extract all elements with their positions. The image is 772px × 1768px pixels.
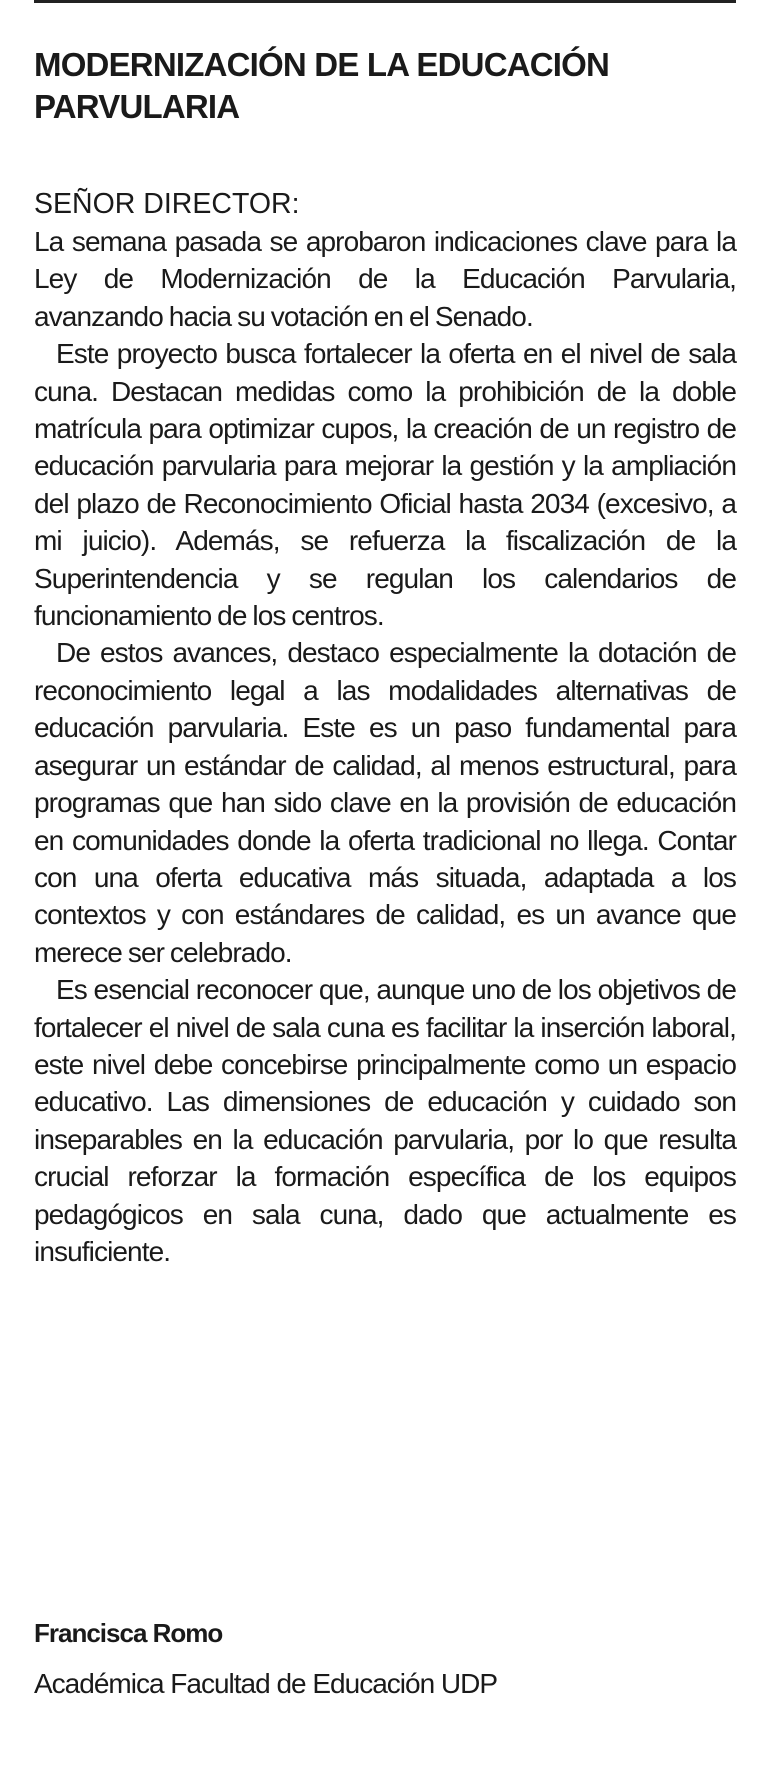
top-rule <box>34 0 736 3</box>
letter-headline: MODERNIZACIÓN DE LA EDUCACIÓN PARVULARIA <box>34 46 610 125</box>
paragraph: La semana pasada se aprobaron indicaciones clave para la Ley de Modernización de la Educación Parvularia, avanzando hacia su votación en el Senado. <box>34 226 736 332</box>
letter-body <box>34 223 736 1270</box>
paragraph: Es esencial reconocer que, aunque uno de los objetivos de fortalecer el nivel de sala cuna es facilitar la inserción laboral, este nivel debe concebirse principalmente como un espacio educativo. Las dimensiones de educación y cuidado son inseparables en la educación parvularia, por lo que resulta crucial reforzar la formación específica de los equipos pedagógicos en sala cuna, dado que actualmente es insuficiente. <box>34 974 736 1267</box>
paragraph: Este proyecto busca fortalecer la oferta en el nivel de sala cuna. Destacan medidas como la prohibición de la doble matrícula para optimizar cupos, la creación de un registro de educación parvularia para mejorar la gestión y la ampliación del plazo de Reconocimiento Oficial hasta 2034 (excesivo, a mi juicio). Además, se refuerza la fiscalización de la Superintendencia y se regulan los calendarios de funcionamiento de los centros. <box>34 338 736 632</box>
paragraph: De estos avances, destaco especialmente la dotación de reconocimiento legal a las modalidades alternativas de educación parvularia. Este es un paso fundamental para asegurar un estándar de calidad, al menos estructural, para programas que han sido clave en la provisión de educación en comunidades donde la oferta tradicional no llega. Contar con una oferta educativa más situada, adaptada a los contextos y con estándares de calidad, es un avance que merece ser celebrado. <box>34 637 736 968</box>
author-name: Francisca Romo <box>34 1618 223 1648</box>
author-affiliation: Académica Facultad de Educación UDP <box>34 1668 498 1699</box>
salutation: SEÑOR DIRECTOR: <box>34 188 300 220</box>
